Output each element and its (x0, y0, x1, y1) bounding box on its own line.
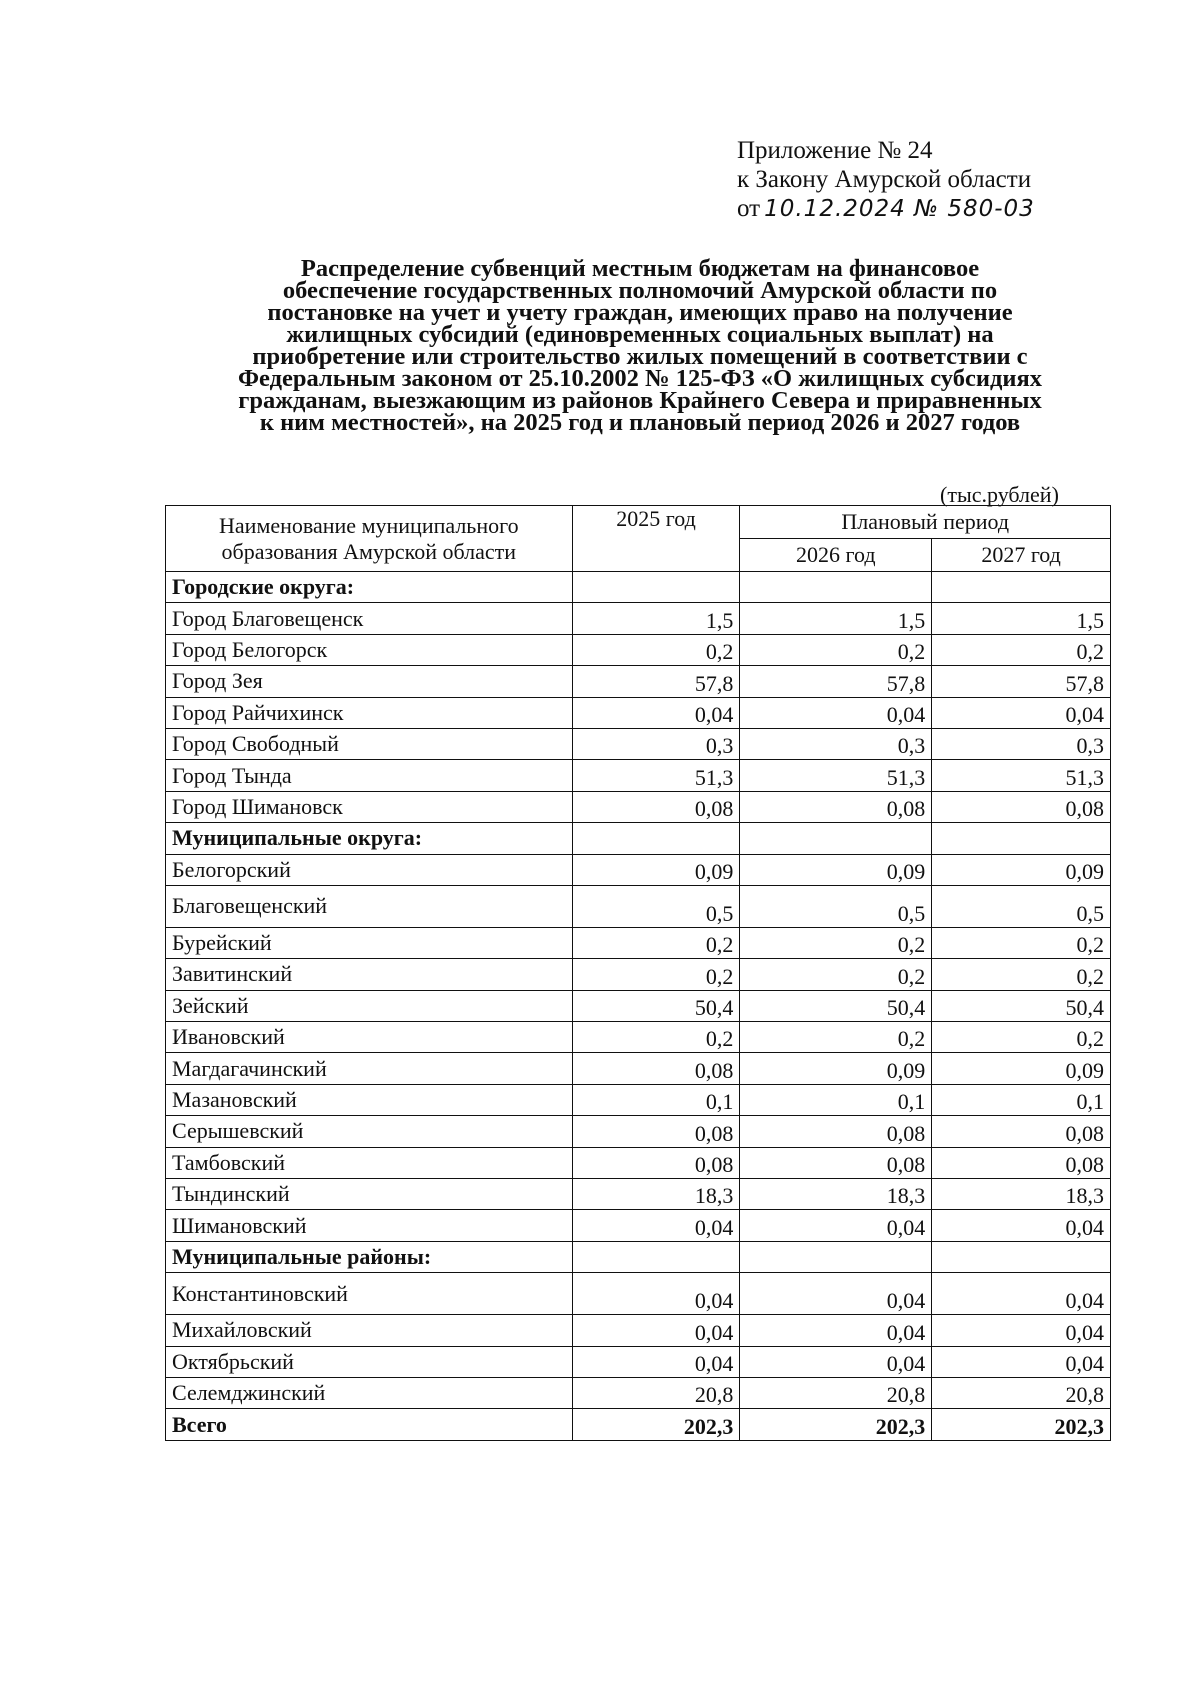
value-2026: 0,2 (740, 1022, 932, 1053)
value-2026: 0,09 (740, 1053, 932, 1084)
value-2025 (572, 823, 740, 854)
table-row (166, 1346, 1111, 1377)
table-row (166, 1179, 1111, 1210)
value-2027: 0,5 (932, 885, 1111, 927)
value-2025: 0,04 (572, 1346, 740, 1377)
municipality-name: Белогорский (166, 854, 573, 885)
municipality-name: Ивановский (166, 1022, 573, 1053)
value-2026: 0,5 (740, 885, 932, 927)
table-row (166, 603, 1111, 634)
municipality-name: Тындинский (166, 1179, 573, 1210)
value-2027: 0,04 (932, 697, 1111, 728)
title-line: постановке на учет и учету граждан, имеющих право на получение (267, 299, 1013, 326)
value-2026: 0,3 (740, 728, 932, 759)
municipality-name: Магдагачинский (166, 1053, 573, 1084)
value-2027: 0,2 (932, 927, 1111, 958)
value-2026: 202,3 (740, 1409, 932, 1440)
value-2027: 0,09 (932, 854, 1111, 885)
header-2027: 2027 год (932, 539, 1111, 572)
table-total-row (166, 1409, 1111, 1440)
value-2027: 0,04 (932, 1315, 1111, 1346)
value-2025: 0,2 (572, 634, 740, 665)
table-row (166, 1315, 1111, 1346)
value-2026: 51,3 (740, 760, 932, 791)
municipality-name: Всего (166, 1409, 573, 1440)
value-2025: 0,1 (572, 1084, 740, 1115)
value-2025: 1,5 (572, 603, 740, 634)
value-2026: 0,04 (740, 697, 932, 728)
header-planned-period: Плановый период (740, 506, 1111, 539)
table-row (166, 959, 1111, 990)
table-row (166, 1053, 1111, 1084)
value-2026: 20,8 (740, 1377, 932, 1408)
table-row (166, 927, 1111, 958)
municipality-name: Город Белогорск (166, 634, 573, 665)
table-row (166, 634, 1111, 665)
municipality-name: Серышевский (166, 1116, 573, 1147)
table-row (166, 1084, 1111, 1115)
document-title (160, 255, 1120, 436)
municipality-name: Город Тында (166, 760, 573, 791)
table-group-row (166, 823, 1111, 854)
municipality-name: Завитинский (166, 959, 573, 990)
value-2027: 0,2 (932, 634, 1111, 665)
value-2026 (740, 823, 932, 854)
value-2027: 0,3 (932, 728, 1111, 759)
table-row (166, 1147, 1111, 1178)
value-2027 (932, 823, 1111, 854)
header-2025: 2025 год (572, 506, 740, 572)
value-2026: 0,2 (740, 927, 932, 958)
value-2027: 0,04 (932, 1346, 1111, 1377)
value-2025: 18,3 (572, 1179, 740, 1210)
municipality-name: Мазановский (166, 1084, 573, 1115)
value-2027 (932, 572, 1111, 603)
municipality-name: Городские округа: (166, 572, 573, 603)
value-2025: 0,2 (572, 927, 740, 958)
value-2026: 0,04 (740, 1346, 932, 1377)
table-row (166, 760, 1111, 791)
title-line: к ним местностей», на 2025 год и плановый период 2026 и 2027 годов (259, 409, 1021, 436)
value-2026: 0,1 (740, 1084, 932, 1115)
value-2025: 51,3 (572, 760, 740, 791)
municipality-name: Город Зея (166, 666, 573, 697)
municipality-name: Октябрьский (166, 1346, 573, 1377)
value-2027: 202,3 (932, 1409, 1111, 1440)
table-body (166, 572, 1111, 1441)
annex-law: к Закону Амурской области (737, 166, 1032, 193)
value-2026: 0,08 (740, 1116, 932, 1147)
value-2025: 0,3 (572, 728, 740, 759)
table-row (166, 885, 1111, 927)
municipality-name: Муниципальные округа: (166, 823, 573, 854)
table-row (166, 666, 1111, 697)
value-2027: 20,8 (932, 1377, 1111, 1408)
value-2026: 50,4 (740, 990, 932, 1021)
table-row (166, 791, 1111, 822)
value-2026 (740, 1241, 932, 1272)
value-2026: 18,3 (740, 1179, 932, 1210)
value-2025: 0,2 (572, 959, 740, 990)
header-municipality: Наименование муниципального образования Амурской области (166, 506, 573, 572)
table-group-row (166, 572, 1111, 603)
annex-header (737, 136, 1035, 224)
value-2027: 18,3 (932, 1179, 1111, 1210)
value-2027: 50,4 (932, 990, 1111, 1021)
value-2025: 0,04 (572, 1315, 740, 1346)
value-2025: 0,08 (572, 1116, 740, 1147)
value-2027: 57,8 (932, 666, 1111, 697)
value-2027: 0,2 (932, 959, 1111, 990)
value-2025: 20,8 (572, 1377, 740, 1408)
municipality-name: Город Благовещенск (166, 603, 573, 634)
annex-number: Приложение № 24 (737, 137, 933, 164)
value-2025: 0,04 (572, 697, 740, 728)
value-2027: 0,08 (932, 1116, 1111, 1147)
table-row (166, 697, 1111, 728)
municipality-name: Город Свободный (166, 728, 573, 759)
table-row (166, 728, 1111, 759)
table-row (166, 1377, 1111, 1408)
table-row (166, 990, 1111, 1021)
value-2025 (572, 572, 740, 603)
title-line: гражданам, выезжающим из районов Крайнего Севера и приравненных (238, 387, 1042, 414)
value-2026: 0,08 (740, 791, 932, 822)
value-2026: 0,04 (740, 1210, 932, 1241)
table-group-row (166, 1241, 1111, 1272)
value-2025: 0,2 (572, 1022, 740, 1053)
value-2026: 57,8 (740, 666, 932, 697)
municipality-name: Михайловский (166, 1315, 573, 1346)
title-line: Федеральным законом от 25.10.2002 № 125-ФЗ «О жилищных субсидиях (238, 365, 1042, 392)
municipality-name: Город Шимановск (166, 791, 573, 822)
municipality-name: Тамбовский (166, 1147, 573, 1178)
value-2025 (572, 1241, 740, 1272)
title-line: Распределение субвенций местным бюджетам на финансовое (300, 255, 980, 282)
value-2026: 0,09 (740, 854, 932, 885)
annex-date-line (737, 194, 1035, 224)
value-2027: 0,04 (932, 1273, 1111, 1315)
value-2027: 0,08 (932, 1147, 1111, 1178)
value-2025: 0,04 (572, 1210, 740, 1241)
municipality-name: Селемджинский (166, 1377, 573, 1408)
title-line: жилищных субсидий (единовременных социальных выплат) на (286, 321, 994, 348)
title-line: приобретение или строительство жилых помещений в соответствии с (252, 343, 1028, 370)
municipality-name: Бурейский (166, 927, 573, 958)
header-2026: 2026 год (740, 539, 932, 572)
municipality-name: Город Райчихинск (166, 697, 573, 728)
annex-handwritten-date: 10.12.2024 № 580-03 (764, 196, 1035, 222)
value-2027: 0,1 (932, 1084, 1111, 1115)
value-2027: 0,08 (932, 791, 1111, 822)
value-2026: 0,08 (740, 1147, 932, 1178)
value-2027: 51,3 (932, 760, 1111, 791)
annex-date-prefix: от (737, 195, 761, 222)
value-2025: 0,08 (572, 791, 740, 822)
table-row (166, 1273, 1111, 1315)
value-2026: 0,2 (740, 634, 932, 665)
value-2025: 0,04 (572, 1273, 740, 1315)
municipality-name: Шимановский (166, 1210, 573, 1241)
value-2027: 0,09 (932, 1053, 1111, 1084)
value-2026: 0,2 (740, 959, 932, 990)
table-row (166, 1116, 1111, 1147)
table-row (166, 1022, 1111, 1053)
value-2025: 0,09 (572, 854, 740, 885)
value-2026: 0,04 (740, 1273, 932, 1315)
value-2026: 0,04 (740, 1315, 932, 1346)
table-row (166, 854, 1111, 885)
value-2025: 0,08 (572, 1053, 740, 1084)
value-2025: 202,3 (572, 1409, 740, 1440)
value-2027: 1,5 (932, 603, 1111, 634)
municipality-name: Благовещенский (166, 885, 573, 927)
value-2025: 0,08 (572, 1147, 740, 1178)
units-label: (тыс.рублей) (940, 482, 1059, 507)
value-2027: 0,2 (932, 1022, 1111, 1053)
municipality-name: Зейский (166, 990, 573, 1021)
municipality-name: Константиновский (166, 1273, 573, 1315)
value-2025: 57,8 (572, 666, 740, 697)
value-2026 (740, 572, 932, 603)
municipality-name: Муниципальные районы: (166, 1241, 573, 1272)
value-2026: 1,5 (740, 603, 932, 634)
subvention-table (165, 505, 1111, 1441)
value-2027: 0,04 (932, 1210, 1111, 1241)
value-2025: 0,5 (572, 885, 740, 927)
title-line: обеспечение государственных полномочий Амурской области по (282, 277, 998, 304)
table-row (166, 1210, 1111, 1241)
value-2027 (932, 1241, 1111, 1272)
value-2025: 50,4 (572, 990, 740, 1021)
